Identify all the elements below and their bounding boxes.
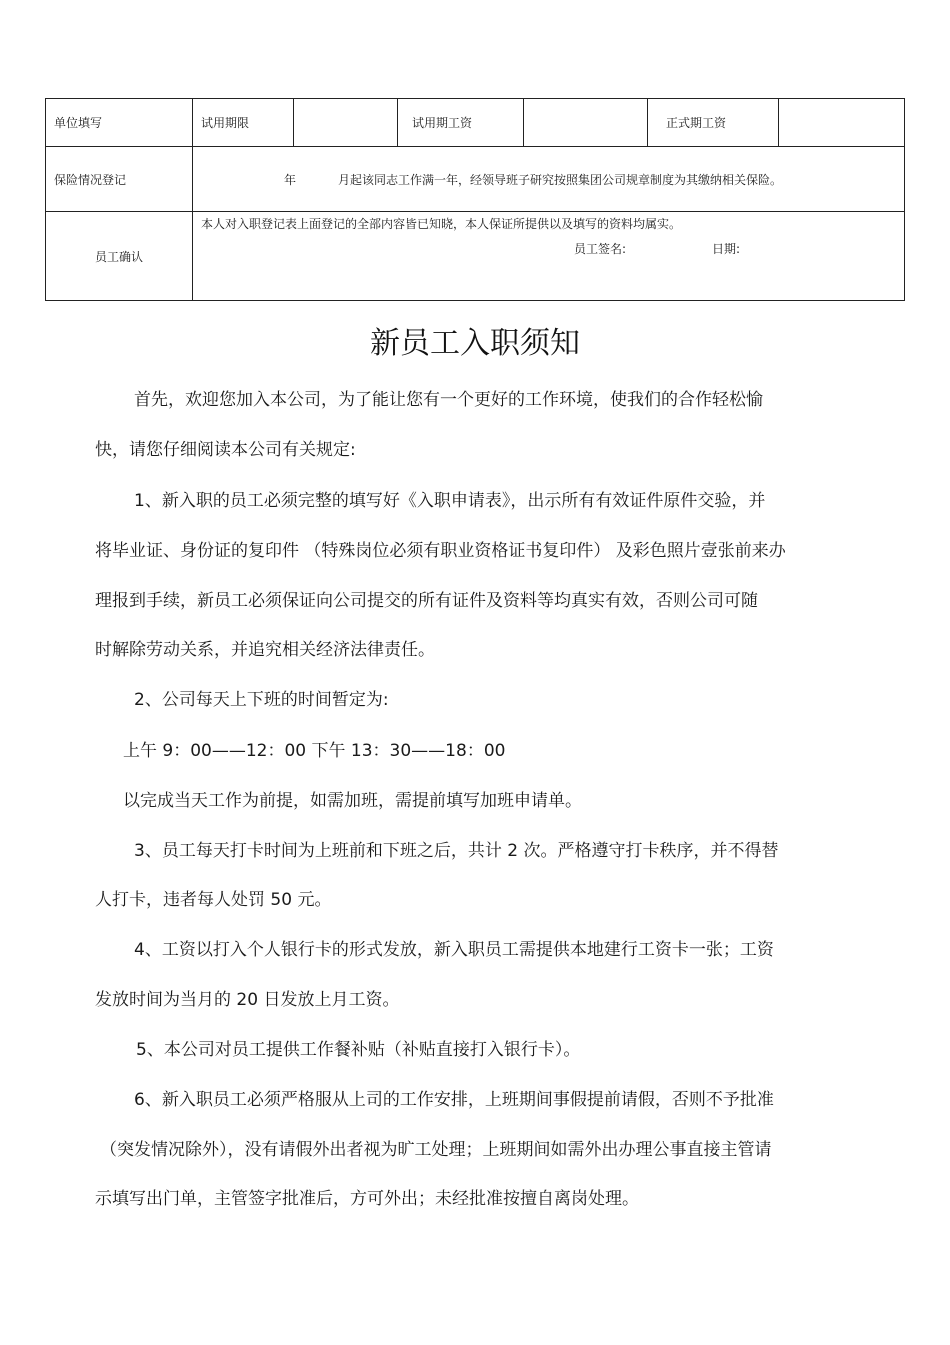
rule-3-line-2: 人打卡，违者每人处罚 50 元。 <box>95 890 332 910</box>
insurance-text: 月起该同志工作满一年，经领导班子研究按照集团公司规章制度为其缴纳相关保险。 <box>338 172 783 187</box>
rule-6-line-1: 6、新入职员工必须严格服从上司的工作安排，上班期间事假提前请假，否则不予批准 <box>134 1090 774 1110</box>
rule-1-line-1: 1、新入职的员工必须完整的填写好《入职申请表》，出示所有有效证件原件交验，并 <box>134 491 766 511</box>
rule-5-line-1: 5、本公司对员工提供工作餐补贴（补贴直接打入银行卡）。 <box>136 1040 581 1060</box>
intro-line-1: 首先，欢迎您加入本公司，为了能让您有一个更好的工作环境，使我们的合作轻松愉 <box>134 390 763 410</box>
rule-2-line-3: 以完成当天工作为前提，如需加班，需提前填写加班申请单。 <box>123 791 582 811</box>
probation-salary-label: 试用期工资 <box>398 99 524 147</box>
insurance-cell <box>193 147 905 212</box>
unit-fill-label: 单位填写 <box>46 99 193 147</box>
rule-1-line-2: 将毕业证、身份证的复印件 （特殊岗位必须有职业资格证书复印件） 及彩色照片壹张前来办 <box>95 541 786 561</box>
regular-salary-field[interactable] <box>779 99 905 147</box>
work-hours-line: 上午 9：00——12：00 下午 13：30——18：00 <box>123 741 506 761</box>
rule-1-line-3: 理报到手续，新员工必须保证向公司提交的所有证件及资料等均真实有效，否则公司可随 <box>95 591 758 611</box>
rule-2-line-1: 2、公司每天上下班的时间暂定为: <box>134 690 389 710</box>
regular-salary-label: 正式期工资 <box>648 99 779 147</box>
insurance-label: 保险情况登记 <box>46 147 193 212</box>
probation-salary-field[interactable] <box>524 99 648 147</box>
form-row-insurance <box>46 147 905 212</box>
rule-6-line-3: 示填写出门单，主管签字批准后，方可外出；未经批准按擅自离岗处理。 <box>95 1189 639 1209</box>
employee-form-table <box>45 98 905 301</box>
rule-4-line-1: 4、工资以打入个人银行卡的形式发放，新入职员工需提供本地建行工资卡一张；工资 <box>134 940 774 960</box>
confirm-statement: 本人对入职登记表上面登记的全部内容皆已知晓，本人保证所提供以及填写的资料均属实。 <box>201 217 682 232</box>
probation-period-field[interactable] <box>294 99 398 147</box>
signature-label[interactable]: 员工签名: <box>574 242 627 257</box>
page-title: 新员工入职须知 <box>370 326 580 361</box>
employee-confirm-cell <box>193 212 905 301</box>
form-row-confirm <box>46 212 905 301</box>
form-row-probation <box>46 99 905 147</box>
date-label[interactable]: 日期: <box>712 242 741 257</box>
rule-4-line-2: 发放时间为当月的 20 日发放上月工资。 <box>95 990 400 1010</box>
rule-3-line-1: 3、员工每天打卡时间为上班前和下班之后，共计 2 次。严格遵守打卡秩序，并不得替 <box>134 841 779 861</box>
insurance-year: 年 <box>284 172 297 187</box>
rule-1-line-4: 时解除劳动关系，并追究相关经济法律责任。 <box>95 640 435 660</box>
intro-line-2: 快，请您仔细阅读本公司有关规定: <box>95 440 356 460</box>
employee-confirm-label: 员工确认 <box>46 212 193 301</box>
rule-6-line-2: （突发情况除外），没有请假外出者视为旷工处理；上班期间如需外出办理公事直接主管请 <box>100 1140 772 1160</box>
probation-period-label: 试用期限 <box>193 99 294 147</box>
